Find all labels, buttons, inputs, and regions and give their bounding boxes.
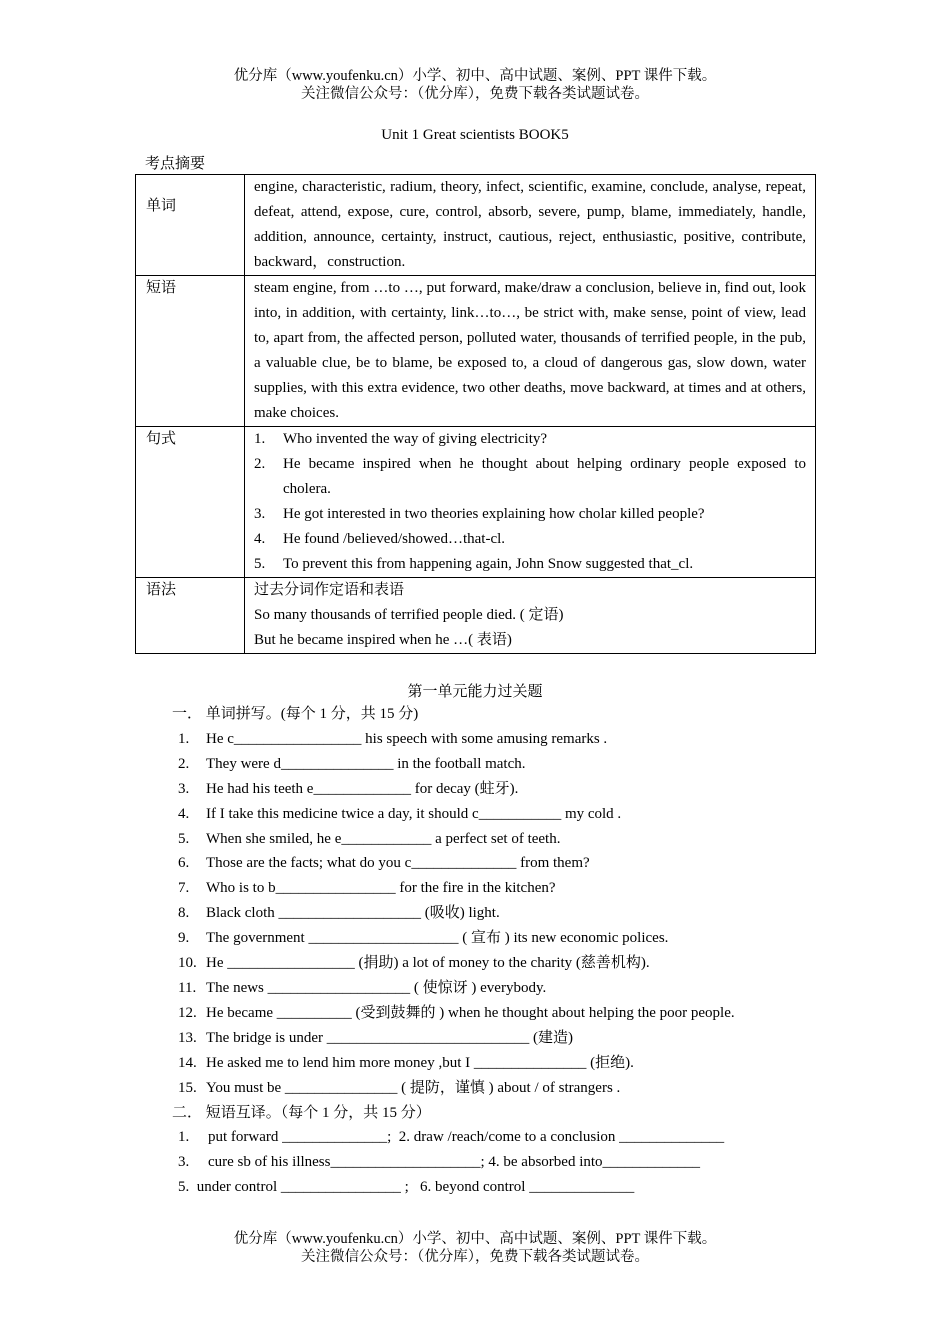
exercise-item: 4. If I take this medicine twice a day, it should c___________ my cold .	[178, 805, 622, 822]
grammar-line: 过去分词作定语和表语	[254, 582, 405, 598]
exercise-item: 14. He asked me to lend him more money ,but I _______________ (拒绝).	[178, 1054, 634, 1071]
list-item: 4. He found /believed/showed…that-cl.	[254, 531, 506, 547]
translation-line: 1. put forward ______________; 2. draw /reach/come to a conclusion ______________	[178, 1129, 725, 1146]
exercise-item: 8. Black cloth ___________________ (吸收) light.	[178, 905, 500, 922]
section-title: 第一单元能力过关题	[407, 684, 543, 700]
summary-row-phrases	[136, 276, 816, 427]
list-item: 5. To prevent this from happening again, John Snow suggested that_cl.	[254, 556, 694, 572]
exercise-item: 5. When she smiled, he e____________ a perfect set of teeth.	[178, 830, 561, 847]
exercise-item: 11. The news ___________________ ( 使惊讶 ) everybody.	[178, 979, 547, 996]
summary-category: 单词	[136, 175, 245, 276]
summary-row-sentences	[136, 427, 816, 578]
translation-line: 5. under control ________________ ; 6. beyond control ______________	[178, 1179, 635, 1196]
header-line-1: 优分库（www.youfenku.cn）小学、初中、高中试题、案例、PPT 课件下载。	[233, 68, 717, 84]
summary-content	[245, 427, 816, 578]
summary-category: 短语	[136, 276, 245, 427]
translation-line: 3. cure sb of his illness____________________; 4. be absorbed into_____________	[178, 1154, 701, 1171]
document-title: Unit 1 Great scientists BOOK5	[381, 127, 569, 143]
summary-content: engine, characteristic, radium, theory, infect, scientific, examine, conclude, analyse, repeat, defeat, attend, expose, cure, control, absorb, severe, pump, blame, immediately, handle, addition, announce, certainty, instruct, cautious, reject, enthusiastic, positive, contribute, backward，construction.	[245, 175, 816, 276]
page-header	[0, 67, 950, 103]
exercise-item: 2. They were d_______________ in the football match.	[178, 755, 526, 772]
exercise-item: 10. He _________________ (捐助) a lot of money to the charity (慈善机构).	[178, 955, 650, 972]
summary-row-words	[136, 175, 816, 276]
list-item: 2. He became inspired when he thought about helping ordinary people exposed to cholera.	[254, 456, 806, 497]
summary-row-grammar	[136, 578, 816, 654]
summary-label: 考点摘要	[145, 156, 206, 172]
summary-content	[245, 578, 816, 654]
exercise-item: 13. The bridge is under ___________________________ (建造)	[178, 1029, 574, 1046]
grammar-line: But he became inspired when he …( 表语)	[254, 632, 512, 648]
footer-line-2: 关注微信公众号：（优分库），免费下载各类试题试卷。	[301, 1249, 649, 1265]
exercise-item: 12. He became __________ (受到鼓舞的 ) when he thought about helping the poor people.	[178, 1004, 735, 1021]
page-footer	[0, 1230, 950, 1266]
exercise-item: 15. You must be _______________ ( 提防，谨慎 ) about / of strangers .	[178, 1079, 621, 1096]
exercises	[172, 702, 852, 1200]
exercise-item: 3. He had his teeth e_____________ for decay (蛀牙).	[178, 780, 519, 797]
part2-heading: 二． 短语互译。（每个 1 分，共 15 分）	[172, 1104, 431, 1121]
exercise-item: 9. The government ____________________ ( 宣布 ) its new economic polices.	[178, 930, 669, 947]
summary-content: steam engine, from …to …, put forward, make/draw a conclusion, believe in, find out, look into, in addition, with certainty, link…to…, be strict with, make sense, point of view, lead to, apart from, the affected person, polluted water, thousands of terrified people, in the pub, a valuable clue, be to blame, be exposed to, a cloud of dangerous gas, slow down, water supplies, with this extra evidence, two other deaths, move backward, at times and at others, make choices.	[245, 276, 816, 427]
footer-line-1: 优分库（www.youfenku.cn）小学、初中、高中试题、案例、PPT 课件下载。	[233, 1231, 717, 1247]
list-item: 3. He got interested in two theories explaining how cholar killed people?	[254, 506, 705, 522]
exercise-item: 6. Those are the facts; what do you c______________ from them?	[178, 855, 590, 872]
exercise-item: 7. Who is to b________________ for the fire in the kitchen?	[178, 880, 556, 897]
grammar-line: So many thousands of terrified people died. ( 定语)	[254, 607, 564, 623]
summary-table	[135, 174, 816, 654]
summary-category: 句式	[136, 427, 245, 578]
exercise-item: 1. He c_________________ his speech with some amusing remarks .	[178, 730, 608, 747]
header-line-2: 关注微信公众号：（优分库），免费下载各类试题试卷。	[301, 86, 649, 102]
summary-category: 语法	[136, 578, 245, 654]
list-item: 1. Who invented the way of giving electricity?	[254, 431, 548, 447]
sentence-list	[254, 427, 806, 577]
part1-heading: 一． 单词拼写。(每个 1 分，共 15 分)	[172, 706, 419, 722]
